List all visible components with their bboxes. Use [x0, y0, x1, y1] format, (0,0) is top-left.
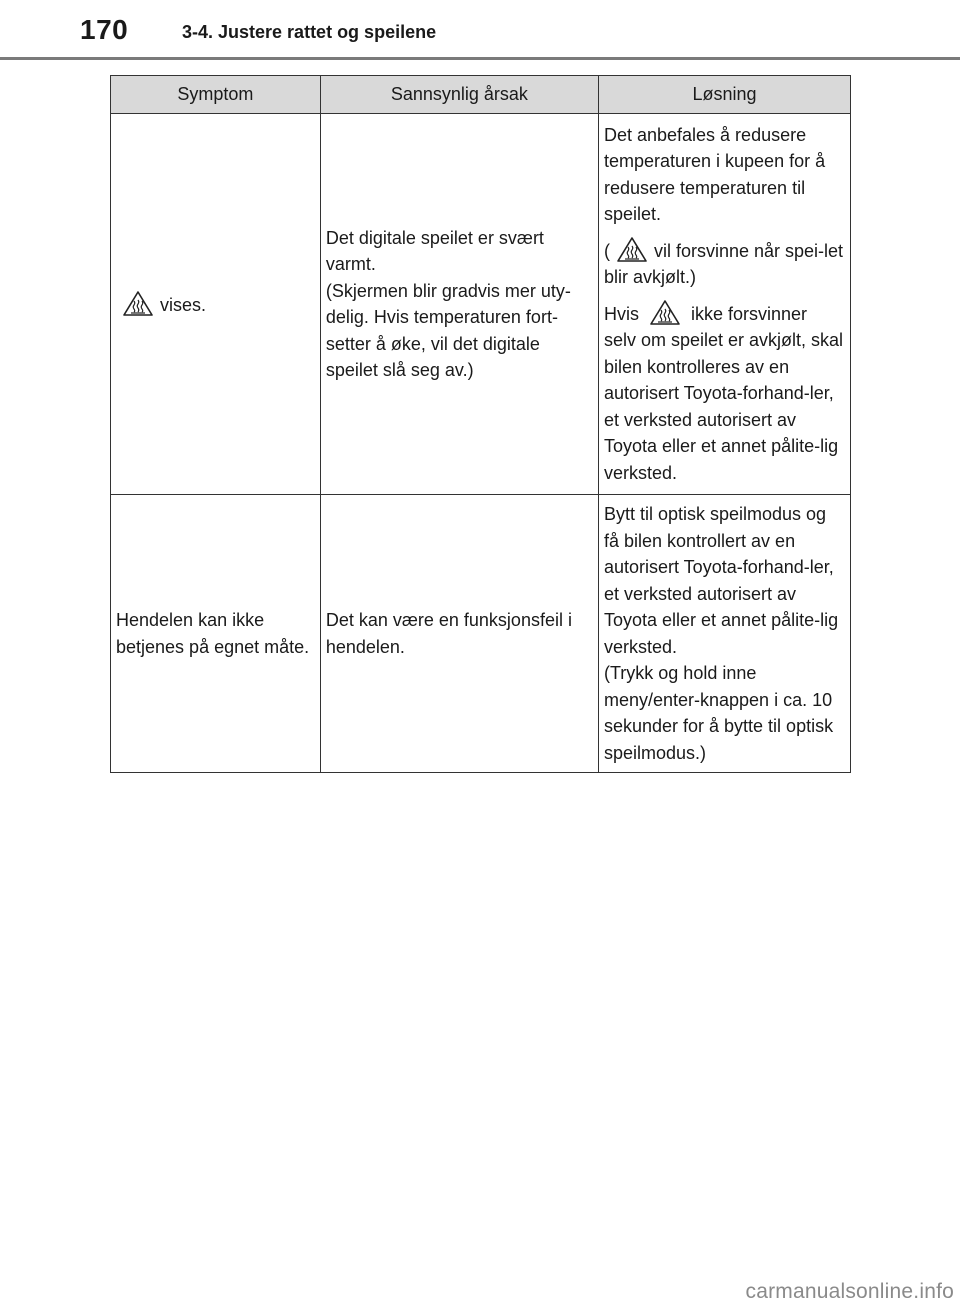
- table-header-row: [111, 76, 851, 114]
- symptom-text: Hendelen kan ikke betjenes på egnet måte.: [116, 610, 310, 657]
- solution-text: Bytt til optisk speilmodus og få bilen kontrollert av en autorisert Toyota-forhand-ler, et verksted autorisert av Toyota eller et annet pålite-lig verksted. (Trykk og hold inne meny/enter-knappen i ca. 10 sekunder for å bytte til optisk speilmodus.): [603, 504, 839, 763]
- footer-watermark: carmanualsonline.info: [745, 1280, 954, 1303]
- solution-cell: [598, 114, 850, 495]
- symptom-cell: [111, 114, 321, 495]
- solution-paragraph-1: Det anbefales å redusere temperaturen i kupeen for å redusere temperaturen til speilet.: [603, 124, 826, 225]
- symptom-text: vises.: [160, 294, 207, 315]
- solution-paragraph-2-text: vil forsvinne når spei-let blir avkjølt.): [603, 240, 844, 288]
- troubleshooting-table: [110, 75, 851, 773]
- column-header-symptom: Symptom: [111, 76, 321, 114]
- solution-paragraph-3-text: ikke forsvinner selv om speilet er avkjølt, skal bilen kontrolleres av en autorisert Toyota-forhand-ler, et verksted autorisert av Toyota eller et annet pålite-lig verksted.: [603, 303, 844, 483]
- page-header: [0, 0, 960, 62]
- section-title: 3-4. Justere rattet og speilene: [182, 22, 437, 42]
- table-row: [111, 495, 851, 773]
- cause-cell: [320, 114, 598, 495]
- table-row: [111, 114, 851, 495]
- cause-text: Det digitale speilet er svært varmt. (Skjermen blir gradvis mer uty-delig. Hvis temperaturen fort-setter å øke, vil det digitale speilet slå seg av.): [325, 227, 571, 380]
- cause-text: Det kan være en funksjonsfeil i hendelen.: [325, 610, 572, 657]
- solution-paragraph-3-lead: Hvis: [603, 303, 639, 324]
- mirror-heat-warning-icon: [649, 299, 681, 326]
- symptom-cell: [111, 495, 321, 773]
- cause-cell: [320, 495, 598, 773]
- solution-paragraph-2: [604, 236, 844, 291]
- page-number: 170: [80, 14, 129, 45]
- mirror-heat-warning-icon: [616, 236, 648, 263]
- mirror-heat-warning-icon: [122, 290, 154, 317]
- paren-open: (: [603, 240, 610, 261]
- solution-paragraph-3: [604, 299, 844, 487]
- column-header-solution: Løsning: [598, 76, 850, 114]
- solution-cell: [598, 495, 850, 773]
- header-rule: [0, 57, 960, 60]
- column-header-cause: Sannsynlig årsak: [320, 76, 598, 114]
